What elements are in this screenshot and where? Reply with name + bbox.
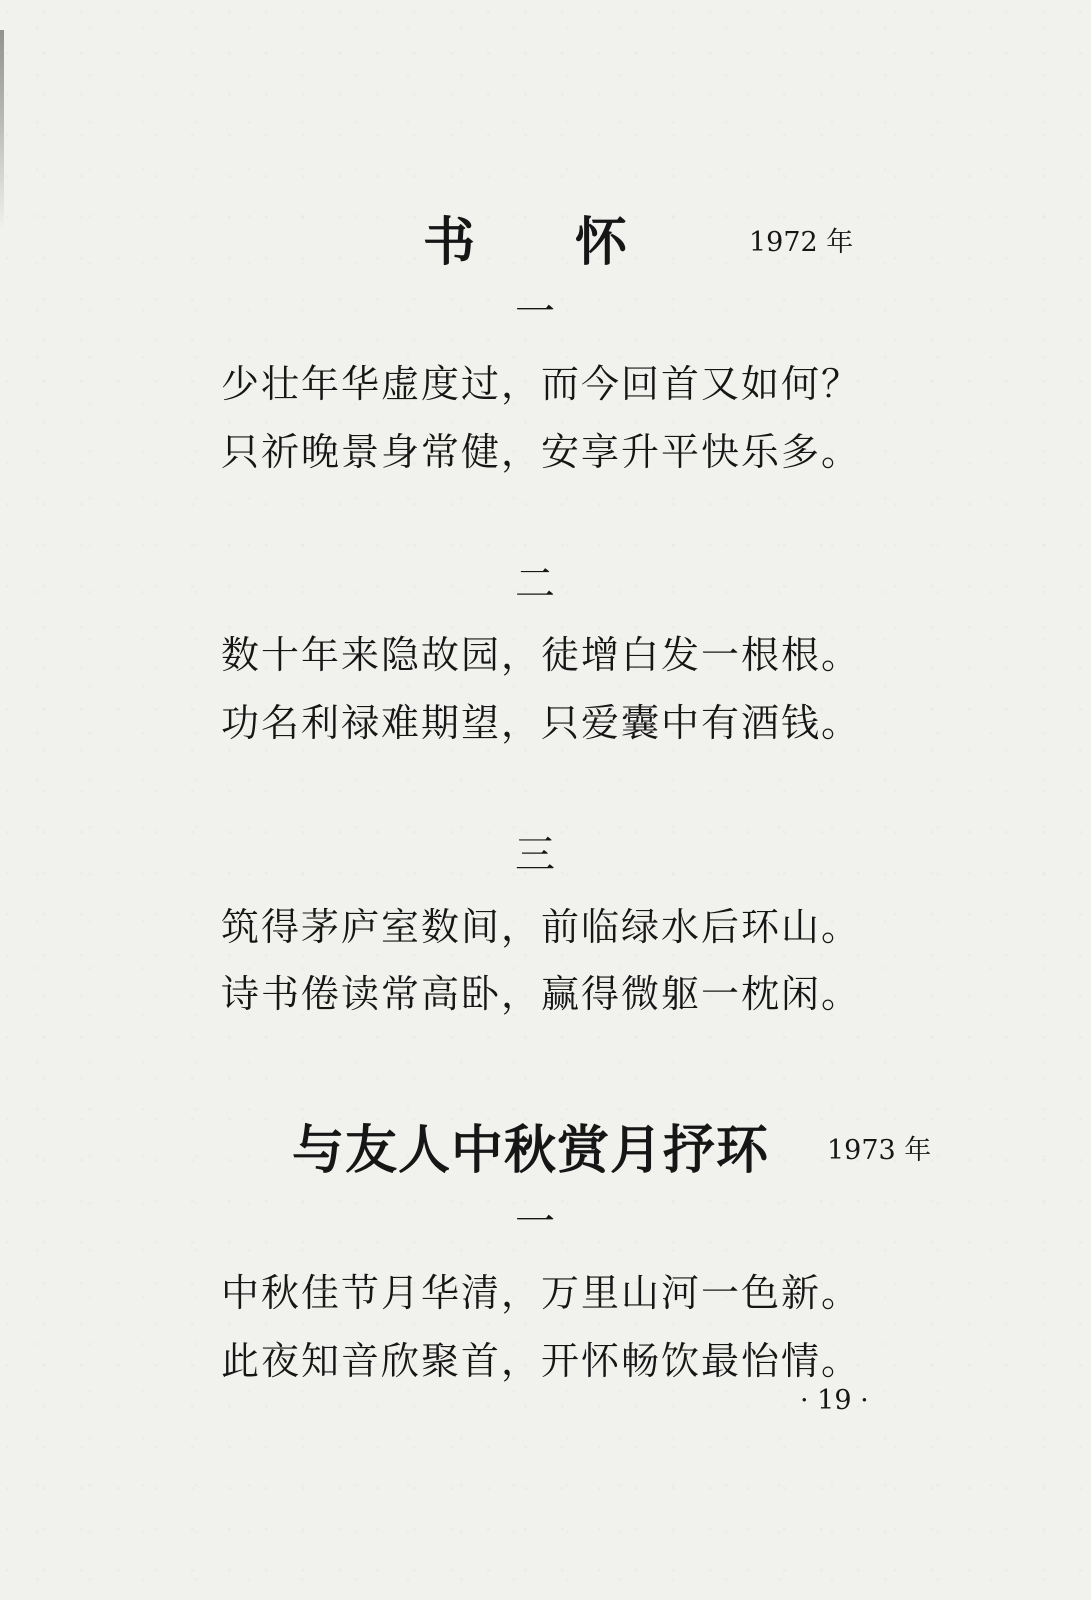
poem-line: 只祈晚景身常健，安享升平快乐多。 bbox=[221, 430, 862, 474]
poem-year-1973: 1973 年 bbox=[827, 1135, 932, 1166]
stanza-number-3: 三 bbox=[515, 832, 555, 878]
poem-line: 诗书倦读常高卧，赢得微躯一枕闲。 bbox=[221, 972, 862, 1016]
poem-year-1972: 1972 年 bbox=[749, 227, 854, 258]
poem-title-shuhuai: 书怀 bbox=[423, 213, 728, 273]
stanza-number-1: 一 bbox=[515, 289, 555, 335]
page-edge-shadow bbox=[0, 30, 4, 230]
poem-line: 筑得茅庐室数间，前临绿水后环山。 bbox=[221, 905, 862, 949]
poem-line: 少壮年华虚度过，而今回首又如何？ bbox=[221, 362, 862, 406]
poem-line: 功名利禄难期望，只爱囊中有酒钱。 bbox=[221, 701, 862, 745]
poem-line: 中秋佳节月华清，万里山河一色新。 bbox=[221, 1271, 862, 1315]
stanza-number-2: 二 bbox=[515, 561, 555, 607]
poem-line: 数十年来隐故园，徒增白发一根根。 bbox=[221, 633, 862, 677]
poem-line: 此夜知音欣聚首，开怀畅饮最怡情。 bbox=[221, 1339, 862, 1383]
page-number: · 19 · bbox=[800, 1385, 869, 1416]
poem-title-mid-autumn: 与友人中秋赏月抒环 bbox=[292, 1121, 770, 1181]
stanza-number-1b: 一 bbox=[515, 1199, 555, 1245]
